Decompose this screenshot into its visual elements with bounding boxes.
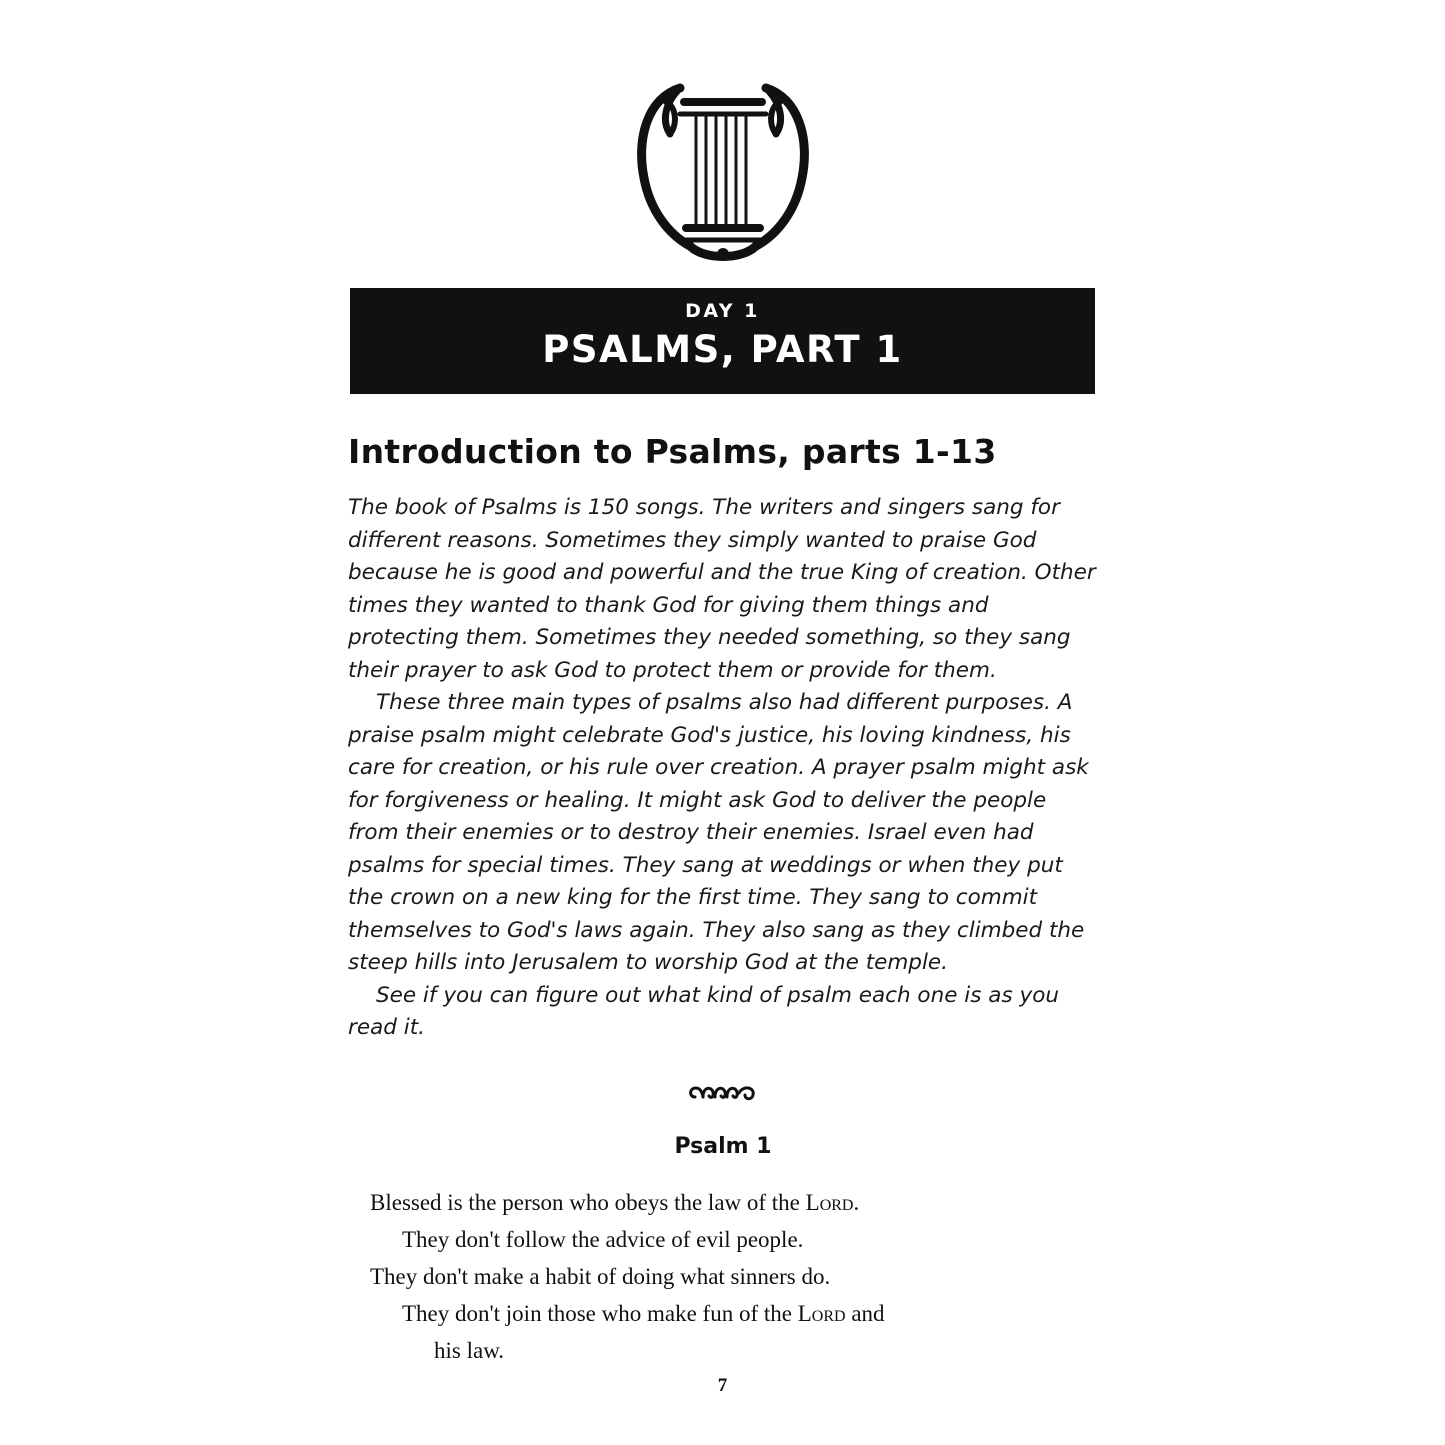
verse-line: They don't make a habit of doing what sinners do. <box>370 1263 831 1289</box>
intro-paragraph-1: The book of Psalms is 150 songs. The writers and singers sang for different reasons. Sometimes they simply wanted to praise God because he is good and powerful and the true King of creation. Other times they wanted to thank God for giving them things and protecting them. Sometimes they needed something, so they sang their prayer to ask God to protect them or provide for them. <box>348 495 1096 683</box>
psalm-title: Psalm 1 <box>674 1133 772 1159</box>
banner-day-label: DAY 1 <box>685 300 760 322</box>
verse-line: They don't follow the advice of evil people. <box>402 1226 804 1252</box>
banner-title: PSALMS, PART 1 <box>542 328 903 371</box>
page-content <box>348 430 1098 1369</box>
page-number: 7 <box>717 1375 728 1396</box>
day-banner <box>350 288 1095 394</box>
lyre-icon <box>618 58 828 273</box>
verse-line: They don't join those who make fun of the Lord and <box>402 1300 885 1326</box>
verse-line: his law. <box>434 1337 505 1363</box>
lyre-illustration <box>0 58 1445 278</box>
intro-paragraph-2: These three main types of psalms also had different purposes. A praise psalm might celebrate God's justice, his loving kindness, his care for creation, or his rule over creation. A prayer psalm might ask for forgiveness or healing. It might ask God to deliver the people from their enemies or to destroy their enemies. Israel even had psalms for special times. They sang at weddings or when they put the crown on a new king for the first time. They sang to commit themselves to God's laws again. They also sang as they climbed the steep hills into Jerusalem to worship God at the temple. <box>348 690 1089 975</box>
scroll-ornament <box>348 1079 1098 1114</box>
psalm-verse <box>348 1184 1098 1369</box>
introduction-text <box>348 492 1098 1045</box>
intro-paragraph-3: See if you can figure out what kind of psalm each one is as you read it. <box>348 982 1059 1040</box>
scroll-ornament-icon <box>685 1079 761 1109</box>
verse-line: Blessed is the person who obeys the law of the Lord. <box>370 1189 860 1215</box>
section-heading: Introduction to Psalms, parts 1-13 <box>348 432 997 471</box>
